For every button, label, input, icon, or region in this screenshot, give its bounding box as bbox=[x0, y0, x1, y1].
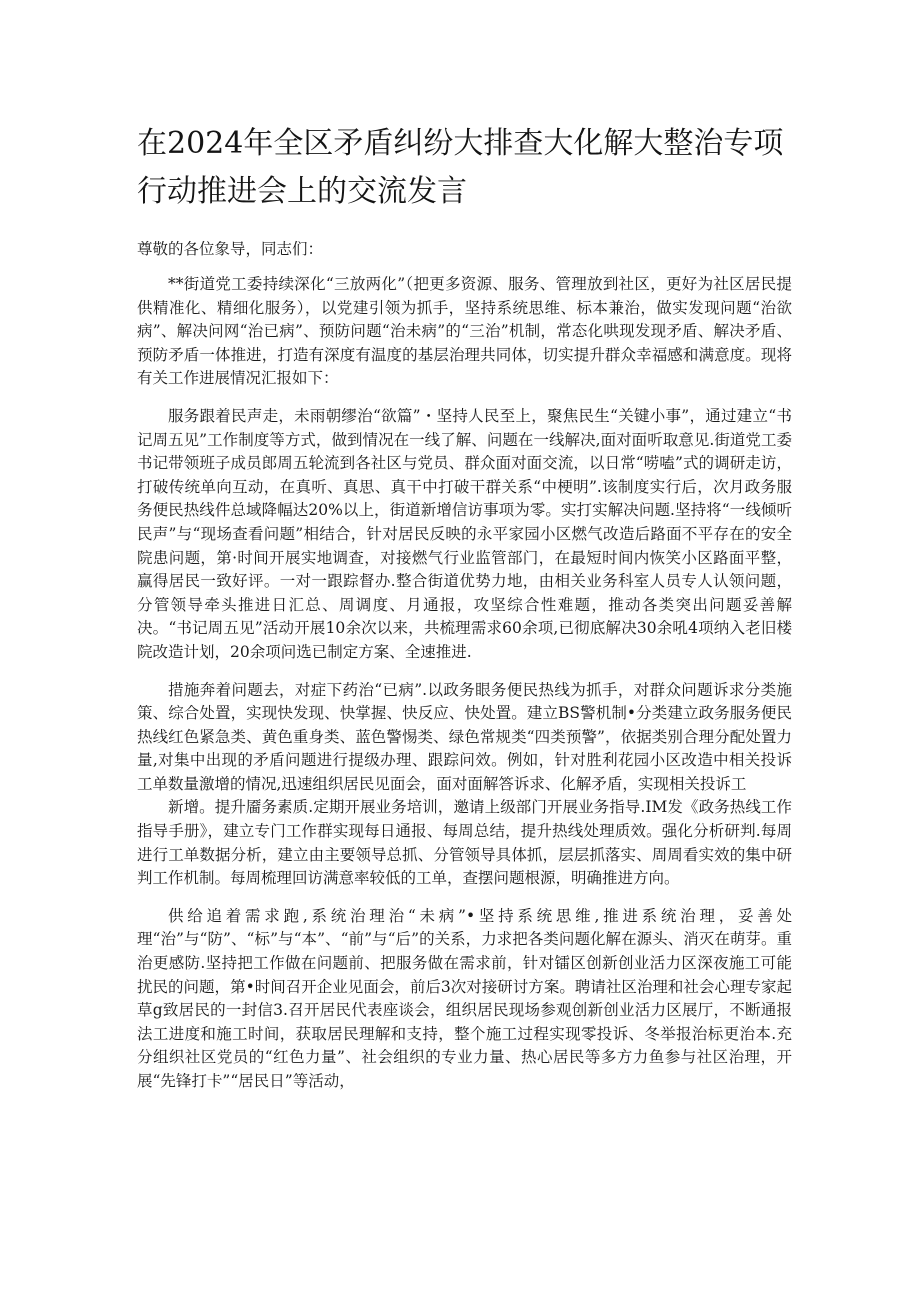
paragraph-hotline: 新增。提升靥务素质.定期开展业务培训，邀请上级部门开展业务指导.IM发《政务热线工作指导手册》，建立专门工作群实现每日通报、每周总结，提升热线处理质效。强化分析研判.每周进行工单数据分析，建立由主要领导总抓、分管领导具体抓，层层抓落实、周周看实效的集中研判工作机制。每周梳理回访满意率较低的工单，查摆问题根源，明确推进方向。 bbox=[137, 798, 792, 888]
document-title: 在2024年全区矛盾纠纷大排查大化解大整治专项行动推进会上的交流发言 bbox=[137, 126, 784, 209]
paragraph-intro: **街道党工委持续深化“三放两化”（把更多资源、服务、管理放到社区，更好为社区居民提供精准化、精细化服务），以党建引领为抓手，坚持系统思维、标本兼治，做实发现问题“治欲病”、解决问网“治已病”、预防问题“治未病”的“三治”机制，常态化哄现发现矛盾、解决矛盾、预防矛盾一体推进，打造有深度有温度的基层治理共同体，切实提升群众幸福感和满意度。现将有关工作进展情况汇报如下： bbox=[137, 275, 792, 388]
paragraph-service: 服务跟着民声走，未雨朝缪治“欲篇”・坚持人民至上，聚焦民生“关键小事”，通过建立“书记周五见”工作制度等方式，做到情况在一线了解、问题在一线解决,面对面听取意见.街道党工委书记带领班子成员郎周五轮流到各社区与党员、群众面对面交流，以日常“唠嗑”式的调研走访，打破传统单向互动，在真听、真思、真干中打破干群关系“中梗明”.该制度实行后，次月政务服务便民热线件总域降幅达20%以上，街道新增信访事项为零。实打实解决问题.坚持将“一线倾听民声”与“现场查看问题”相结合，针对居民反映的永平家园小区燃气改造后路面不平存在的安全院患问题，第·时间开展实地调查，对接燃气行业监管部门，在最短时间内恢笑小区路面平整，赢得居民一致好评。一对一跟踪督办.整合街道优势力地，由相关业务科室人员专人认领问题，分管领导牵头推进日汇总、周调度、月通报，攻坚综合性难题，推动各类突出问题妥善解决。“书记周五见”活动开展10余次以来，共梳理需求60余项,已彻底解决30余吼4项纳入老旧楼院改造计划，20余项问选已制定方案、全速推进. bbox=[137, 406, 792, 661]
paragraph-supply: 供给追着需求跑,系统治理治“未病”•坚持系统思维,推进系统治理，妥善处理“治”与“防”、“标”与“本”、“前”与“后”的关系，力求把各类问题化解在源头、消灭在萌芽。重治更感防.坚持把工作做在问题前、把服务做在需求前，针对镭区创新创业活力区深夜施工可能扰民的问题，第•时间召开企业见面会，前后3次对接研讨方案。聘请社区治理和社会心理专家起草g致居民的一封信3.召开居民代表座谈会，组织居民现场参观创新创业活力区展厅，不断通报法工进度和施工时间，获取居民理解和支持，整个施工过程实现零投诉、冬举报治标更治本.充分组织社区党员的“红色力量”、社会组织的专业力量、热心居民等多方力鱼参与社区治理，开展“先锋打卡”“居民日”等活动， bbox=[137, 906, 792, 1090]
paragraph-measures: 措施奔着问题去，对症下药治“已病”.以政务眼务便民热线为抓手，对群众问题诉求分类施策、综合处置，实现快发现、快掌握、快反应、快处置。建立BS警机制•分类建立政务服务便民热线红色紧急类、黄色重身类、蓝色警惕类、绿色常规类“四类预警”，依据类别合理分配处置力量,对集中出现的矛盾问题进行提级办理、跟踪问效。例如，针对胜利花园小区改造中相关投诉工单数量激增的情况,迅速组织居民见面会，面对面解答诉求、化解矛盾，实现相关投诉工 bbox=[137, 680, 792, 793]
greeting: 尊敬的各位象导，同志们： bbox=[137, 240, 324, 258]
